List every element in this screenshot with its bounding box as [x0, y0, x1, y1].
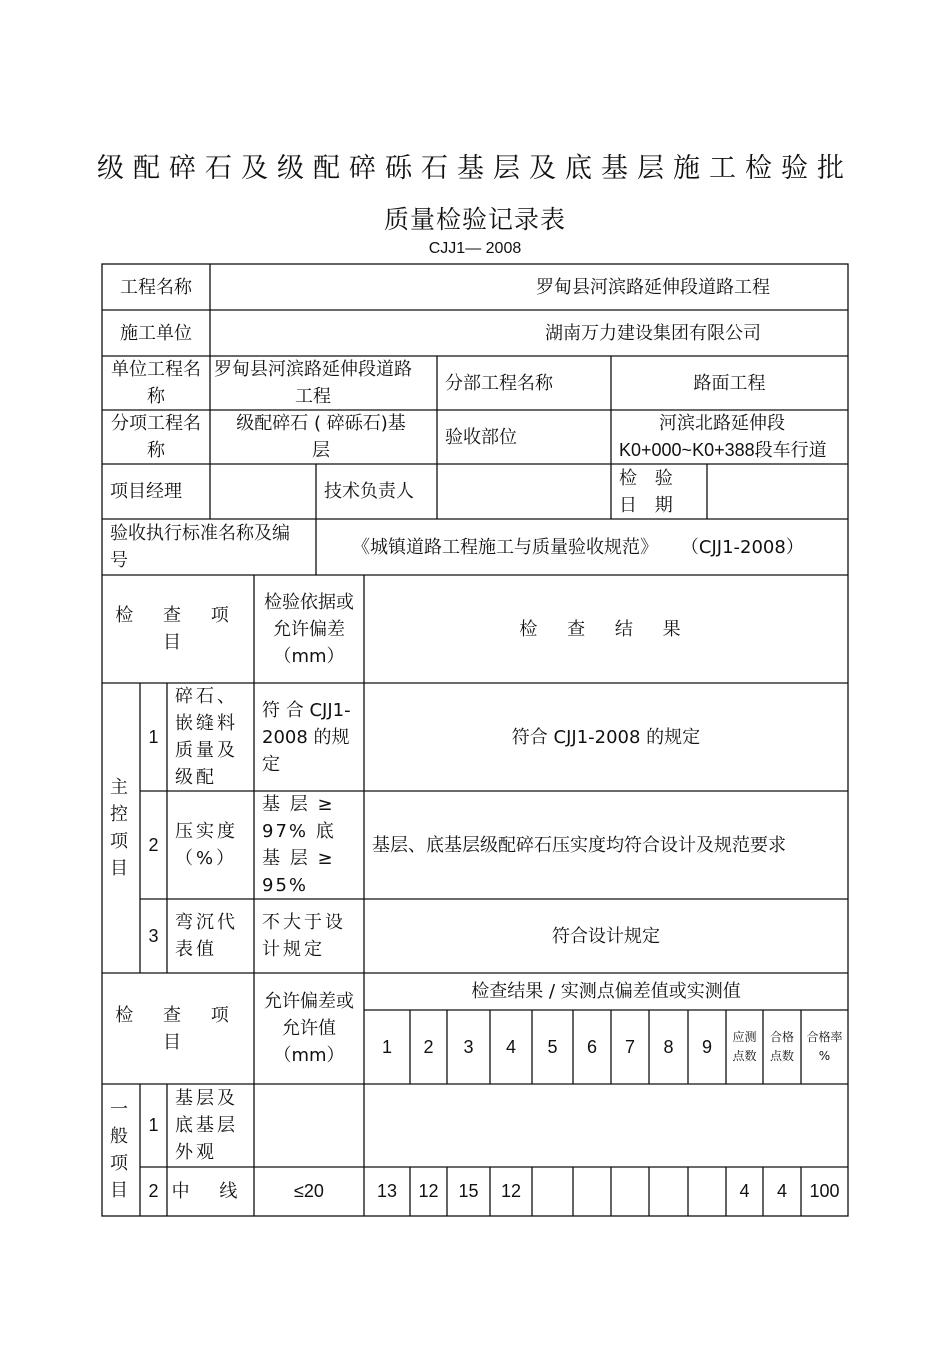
sub-project-value: 路面工程	[693, 372, 766, 394]
std-label: 验收执行标准名称及编号	[110, 523, 290, 571]
item-project-value: 级配碎石 ( 碎砾石)基层	[236, 413, 406, 461]
unit-project-label: 单位工程名称	[111, 359, 201, 407]
general-row-2-value-4: 12	[500, 1181, 522, 1201]
date-value[interactable]	[707, 464, 848, 519]
col-header-7: 7	[624, 1036, 635, 1057]
general-tolerance-header: 允许偏差或允许值（mm）	[264, 991, 354, 1066]
col-header-required-points: 应测点数	[732, 1030, 757, 1063]
general-row-2-value-5	[532, 1167, 573, 1216]
project-name-label: 工程名称	[120, 276, 192, 298]
tech-value[interactable]	[437, 464, 611, 519]
std-value: 《城镇道路工程施工与质量验收规范》 （CJJ1-2008）	[352, 536, 804, 558]
general-row-1-item: 基层及底基层外观	[175, 1088, 238, 1163]
date-label: 检 验 日 期	[619, 467, 679, 516]
main-control-group-label: 主控项目	[110, 777, 128, 879]
main-row-2-no: 2	[148, 834, 159, 855]
general-row-2-value-6	[573, 1167, 611, 1216]
main-check-item-header: 检 查 项 目	[115, 605, 241, 653]
col-header-8: 8	[663, 1036, 674, 1057]
main-row-2-basis: 基 层 ≥ 97% 底 基 层 ≥ 95%	[262, 794, 336, 896]
unit-project-value: 罗甸县河滨路延伸段道路工程	[214, 359, 412, 407]
form-subtitle: 质量检验记录表	[383, 205, 566, 234]
main-row-1-basis: 符 合 CJJ1-2008 的规定	[262, 699, 351, 775]
main-result-header: 检 查 结 果	[519, 618, 693, 640]
general-row-2-value-8	[649, 1167, 688, 1216]
general-check-item-header: 检 查 项 目	[115, 1004, 241, 1053]
acceptance-part-line1: 河滨北路延伸段	[659, 413, 785, 434]
general-row-1-tolerance	[254, 1084, 364, 1167]
tech-label: 技术负责人	[324, 481, 414, 502]
general-row-2-tolerance: ≤20	[294, 1181, 324, 1201]
col-header-1: 1	[381, 1036, 392, 1057]
general-row-2-item: 中 线	[171, 1181, 250, 1202]
general-row-2-no: 2	[148, 1181, 159, 1201]
general-row-2-value-9	[688, 1167, 726, 1216]
general-row-1-no: 1	[148, 1115, 159, 1135]
main-row-1-result: 符合 CJJ1-2008 的规定	[511, 726, 701, 748]
project-name-value: 罗甸县河滨路延伸段道路工程	[536, 276, 770, 298]
general-row-2-value-7	[611, 1167, 649, 1216]
item-project-label: 分项工程名称	[111, 413, 201, 461]
main-row-1-no: 1	[148, 726, 159, 747]
col-header-5: 5	[547, 1036, 558, 1057]
contractor-label: 施工单位	[120, 322, 192, 344]
sub-project-label: 分部工程名称	[445, 372, 553, 394]
main-row-3-no: 3	[148, 925, 159, 946]
main-row-3-basis: 不大于设计规定	[262, 912, 346, 960]
main-basis-header: 检验依据或允许偏差（mm）	[264, 591, 354, 667]
acceptance-part-label: 验收部位	[445, 426, 517, 448]
main-row-3-item: 弯沉代表值	[175, 912, 238, 960]
main-row-2-result: 基层、底基层级配碎石压实度均符合设计及规范要求	[372, 834, 786, 856]
col-header-2: 2	[423, 1036, 434, 1057]
acceptance-part-value	[611, 410, 848, 464]
col-header-qualified-points: 合格点数	[769, 1030, 794, 1063]
acceptance-part-line2: K0+000~K0+388段车行道	[619, 440, 827, 460]
general-result-header: 检查结果 / 实测点偏差值或实测值	[471, 981, 741, 1002]
general-row-2-value-3: 15	[458, 1181, 479, 1201]
general-row-2-qualified-points: 4	[776, 1181, 787, 1201]
general-row-1-values	[364, 1084, 848, 1167]
general-row-2-required-points: 4	[739, 1181, 750, 1201]
manager-label: 项目经理	[110, 481, 182, 502]
general-row-2-value-2: 12	[418, 1181, 439, 1201]
col-header-6: 6	[586, 1036, 597, 1057]
col-header-3: 3	[463, 1036, 474, 1057]
form-title: 级配碎石及级配碎砾石基层及底基层施工检验批	[97, 153, 853, 184]
main-row-2-item: 压实度（%）	[175, 821, 238, 869]
manager-value[interactable]	[210, 464, 316, 519]
col-header-4: 4	[505, 1036, 516, 1057]
general-row-2-pass-rate: 100	[809, 1181, 840, 1201]
main-row-1-item: 碎石、嵌缝料质量及级配	[175, 686, 238, 788]
main-row-3-result: 符合设计规定	[552, 925, 660, 947]
col-header-pass-rate: 合格率 %	[806, 1030, 843, 1063]
contractor-value: 湖南万力建设集团有限公司	[545, 322, 761, 344]
general-group-label: 一般项目	[110, 1099, 128, 1201]
general-row-2-value-1: 13	[376, 1181, 398, 1201]
col-header-9: 9	[701, 1036, 712, 1057]
standard-code: CJJ1— 2008	[428, 240, 522, 257]
